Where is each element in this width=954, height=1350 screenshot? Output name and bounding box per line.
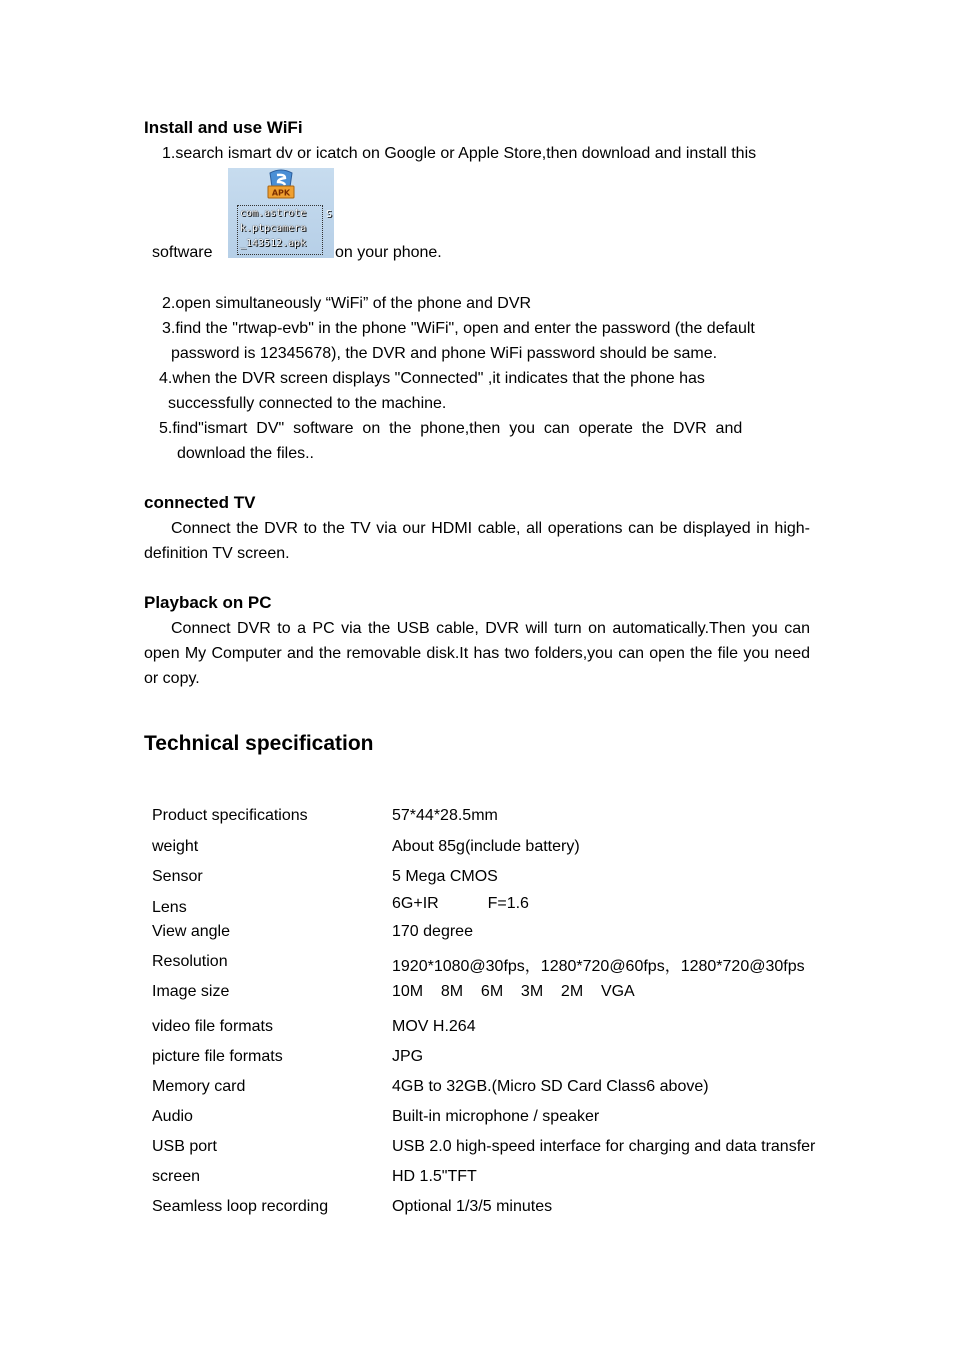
spec-label: Sensor (152, 868, 203, 885)
wifi-step-4-line1: 4.when the DVR screen displays "Connected" ,it indicates that the phone has (159, 370, 705, 387)
spec-row (0, 1168, 954, 1190)
spec-row (0, 838, 954, 860)
pc-body: Connect DVR to a PC via the USB cable, DVR will turn on automatically.Then you can open My Computer and the removable disk.It has two folders,you can open the file you need or copy. (144, 620, 810, 687)
spec-label: weight (152, 838, 199, 855)
spec-row (0, 895, 954, 917)
spec-label: Resolution (152, 953, 228, 970)
spec-label: picture file formats (152, 1048, 283, 1065)
spec-label: View angle (152, 923, 230, 940)
spec-value: JPG (392, 1048, 424, 1065)
spec-label: video file formats (152, 1018, 273, 1035)
spec-value: 10M 8M 6M 3M 2M VGA (392, 983, 635, 1000)
wifi-step-2: 2.open simultaneously “WiFi” of the phone and DVR (162, 295, 532, 312)
wifi-step-3-line2: password is 12345678), the DVR and phone WiFi password should be same. (171, 345, 718, 362)
spec-value: 5 Mega CMOS (392, 868, 498, 885)
spec-value: 1920*1080@30fps，1280*720@60fps，1280*720@30fps (392, 958, 805, 975)
spec-row (0, 1138, 954, 1160)
spec-label: Lens (152, 899, 187, 916)
spec-label: Product specifications (152, 807, 308, 824)
spec-row (0, 868, 954, 890)
spec-value: 6G+IR F=1.6 (392, 895, 529, 912)
spec-row (0, 1018, 954, 1040)
spec-row (0, 953, 954, 975)
spec-value: 4GB to 32GB.(Micro SD Card Class6 above) (392, 1078, 709, 1095)
spec-row (0, 983, 954, 1005)
spec-row (0, 923, 954, 945)
tv-heading: connected TV (144, 493, 256, 512)
wifi-step-1: 1.search ismart dv or icatch on Google or Apple Store,then download and install this (162, 145, 757, 162)
spec-value: MOV H.264 (392, 1018, 476, 1035)
spec-label: Image size (152, 983, 230, 1000)
apk-file-icon (228, 168, 334, 258)
spec-value: 170 degree (392, 923, 473, 940)
wifi-step-3-line1: 3.find the "rtwap-evb" in the phone "WiFi", open and enter the password (the default (162, 320, 755, 337)
apk-filename-overflow: S (326, 209, 333, 220)
software-suffix: on your phone. (335, 244, 442, 261)
pc-heading: Playback on PC (144, 593, 272, 612)
spec-label: Memory card (152, 1078, 246, 1095)
apk-package-icon (266, 169, 296, 201)
spec-row (0, 1108, 954, 1130)
apk-filename: com.astrote k.ptpcamera _143512.apk (237, 205, 323, 255)
spec-value: About 85g(include battery) (392, 838, 580, 855)
spec-label: Seamless loop recording (152, 1198, 329, 1215)
svg-text:APK: APK (271, 188, 291, 198)
wifi-step-5-line2: download the files.. (177, 445, 314, 462)
spec-label: Audio (152, 1108, 193, 1125)
spec-value: Built-in microphone / speaker (392, 1108, 600, 1125)
tv-body: Connect the DVR to the TV via our HDMI cable, all operations can be displayed in high-definition TV screen. (144, 520, 810, 562)
spec-label: screen (152, 1168, 201, 1185)
wifi-heading: Install and use WiFi (144, 118, 303, 137)
spec-row (0, 807, 954, 829)
spec-label: USB port (152, 1138, 217, 1155)
spec-value: 57*44*28.5mm (392, 807, 498, 824)
spec-row (0, 1048, 954, 1070)
spec-value: Optional 1/3/5 minutes (392, 1198, 553, 1215)
software-prefix: software (152, 244, 213, 261)
spec-title: Technical specification (144, 732, 374, 755)
spec-value: USB 2.0 high-speed interface for charging and data transfer (392, 1138, 816, 1155)
spec-value: HD 1.5"TFT (392, 1168, 477, 1185)
spec-row (0, 1078, 954, 1100)
wifi-step-4-line2: successfully connected to the machine. (168, 395, 447, 412)
spec-row (0, 1198, 954, 1220)
wifi-step-5-line1: 5.find"ismart DV" software on the phone,then you can operate the DVR and (159, 420, 743, 437)
